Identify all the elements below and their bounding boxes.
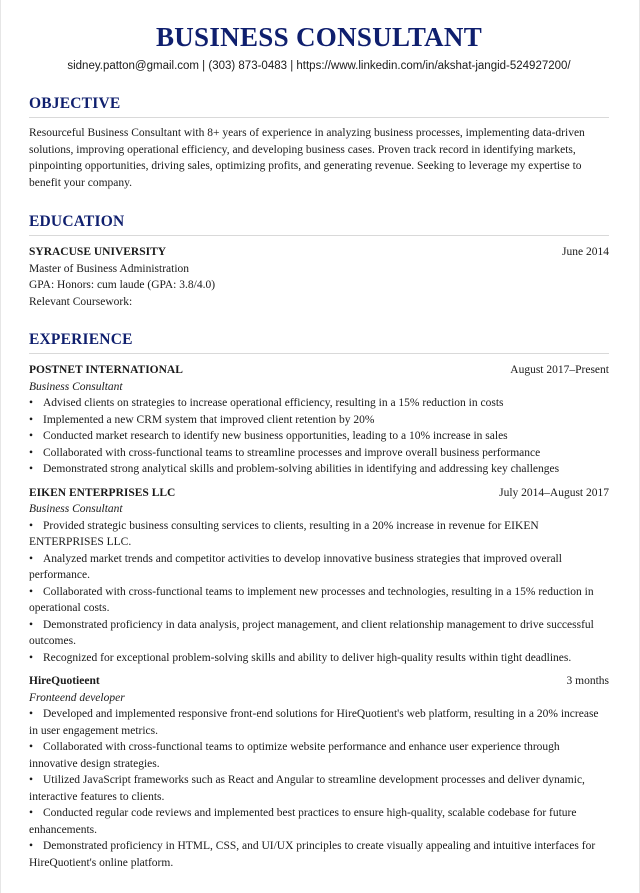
company-name: EIKEN ENTERPRISES LLC	[29, 486, 176, 499]
experience-heading: EXPERIENCE	[29, 331, 609, 354]
list-item: • Recognized for exceptional problem-solving skills and ability to deliver high-quality results within tight deadlines.	[29, 650, 609, 667]
bullet-icon: •	[29, 618, 34, 631]
list-item: • Developed and implemented responsive front-end solutions for HireQuotient's web platform, resulting in a 20% increase in user engagement metrics.	[29, 708, 599, 737]
degree: Master of Business Administration	[29, 262, 190, 275]
bullet-icon: •	[29, 519, 34, 532]
bullet-icon: •	[29, 585, 34, 598]
bullet-icon: •	[29, 774, 34, 786]
job-bullets	[29, 518, 609, 667]
job-date: 3 months	[566, 675, 609, 687]
list-item: • Conducted market research to identify new business opportunities, leading to a 10% increase in sales	[29, 428, 609, 445]
list-item: • Demonstrated strong analytical skills and problem-solving abilities in identifying and addressing key challenges	[29, 461, 609, 478]
job-date: July 2014–August 2017	[499, 486, 609, 499]
job-bullets	[29, 706, 609, 871]
company-name: HireQuotieent	[29, 675, 100, 687]
job-role: Fronteend developer	[29, 691, 125, 704]
job-role: Business Consultant	[29, 380, 123, 393]
education-heading: EDUCATION	[29, 213, 609, 236]
bullet-icon: •	[29, 413, 34, 426]
job-header	[29, 362, 609, 379]
list-item: • Analyzed market trends and competitor activities to develop innovative business strategies that improved overall performance.	[29, 552, 562, 581]
job-date: August 2017–Present	[510, 364, 609, 376]
job-entry	[29, 485, 609, 667]
bullet-icon: •	[29, 430, 34, 442]
job-role: Business Consultant	[29, 503, 123, 515]
list-item: • Advised clients on strategies to increase operational efficiency, resulting in a 15% reduction in costs	[29, 395, 609, 412]
job-header	[29, 485, 609, 502]
company-name: POSTNET INTERNATIONAL	[29, 364, 183, 376]
job-entry	[29, 362, 609, 478]
list-item: • Collaborated with cross-functional teams to implement new processes and technologies, resulting in a 15% reduction in operational costs.	[29, 585, 594, 614]
list-item: • Demonstrated proficiency in HTML, CSS, and UI/UX principles to create visually appealing and intuitive interfaces for HireQuotient's online platform.	[29, 840, 596, 869]
bullet-icon: •	[29, 651, 34, 664]
bullet-icon: •	[29, 446, 34, 459]
list-item: • Utilized JavaScript frameworks such as React and Angular to streamline development processes and deliver dynamic, interactive features to clients.	[29, 774, 585, 803]
bullet-icon: •	[29, 807, 34, 819]
bullet-icon: •	[29, 741, 34, 753]
job-bullets	[29, 395, 609, 478]
bullet-icon: •	[29, 463, 34, 475]
coursework: Relevant Coursework:	[29, 295, 133, 308]
graduation-date: June 2014	[562, 246, 609, 258]
gpa: GPA: Honors: cum laude (GPA: 3.8/4.0)	[29, 279, 216, 291]
education-row	[29, 244, 609, 261]
list-item: • Demonstrated proficiency in data analysis, project management, and client relationship management to drive successful outcomes.	[29, 618, 594, 647]
contact-line: sidney.patton@gmail.com | (303) 873-0483 | https://www.linkedin.com/in/akshat-jangid-524927200/	[67, 60, 571, 72]
resume-title: BUSINESS CONSULTANT	[155, 22, 483, 52]
objective-text: Resourceful Business Consultant with 8+ years of experience in analyzing business processes, implementing data-driven solutions, improving operational efficiency, and developing business cases. Proven track record in identifying markets, pinpointing opportunities, driving sales, optimizing profits, and generating revenue. Seeking to leverage my expertise to benefit your company.	[29, 127, 585, 189]
job-entry	[29, 673, 609, 871]
list-item: • Provided strategic business consulting services to clients, resulting in a 20% increase in revenue for EIKEN ENTERPRISES LLC.	[29, 519, 539, 548]
bullet-icon: •	[29, 840, 34, 852]
list-item: • Implemented a new CRM system that improved client retention by 20%	[29, 412, 609, 429]
job-header	[29, 673, 609, 690]
bullet-icon: •	[29, 552, 34, 565]
list-item: • Collaborated with cross-functional teams to optimize website performance and enhance user experience through innovative design strategies.	[29, 741, 560, 770]
school-name: SYRACUSE UNIVERSITY	[29, 246, 167, 258]
list-item: • Collaborated with cross-functional teams to streamline processes and improve overall business performance	[29, 445, 609, 462]
list-item: • Conducted regular code reviews and implemented best practices to ensure high-quality, scalable codebase for future enhancements.	[29, 807, 577, 836]
bullet-icon: •	[29, 708, 34, 720]
bullet-icon: •	[29, 397, 34, 409]
objective-heading: OBJECTIVE	[29, 95, 609, 118]
